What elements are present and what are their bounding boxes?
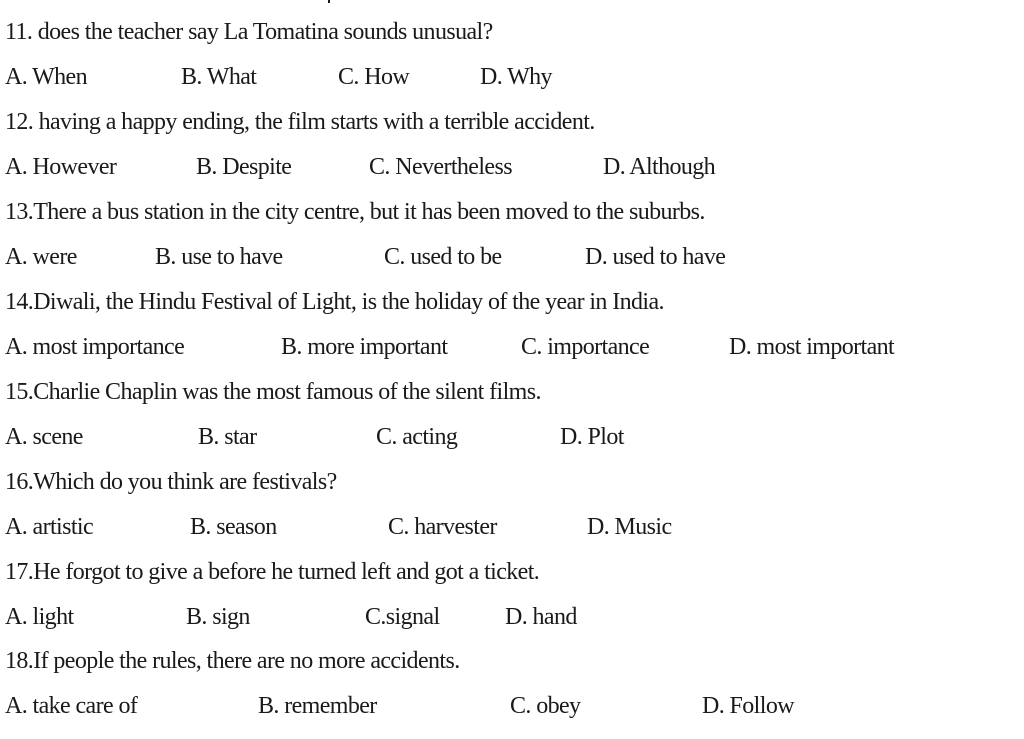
option-a[interactable]: A. However <box>5 154 117 180</box>
question-11 <box>5 14 493 50</box>
option-a[interactable]: A. were <box>5 244 77 270</box>
question-text-after: festivals? <box>252 469 337 495</box>
question-text-before: Charlie Chaplin was the most famous <box>33 379 379 405</box>
question-text-after: holiday of the year in India. <box>414 289 664 315</box>
option-c[interactable]: C. used to be <box>384 244 502 270</box>
question-text-after: before he turned left and got a ticket. <box>208 559 540 585</box>
option-b[interactable]: B. season <box>190 514 277 540</box>
option-d[interactable]: D. Although <box>603 154 716 180</box>
option-a[interactable]: A. light <box>5 604 74 630</box>
option-c[interactable]: C. Nevertheless <box>369 154 512 180</box>
question-16 <box>5 464 337 500</box>
question-number: 14. <box>5 289 34 315</box>
question-15 <box>5 374 541 410</box>
option-d[interactable]: D. Why <box>480 64 552 90</box>
option-d[interactable]: D. used to have <box>585 244 726 270</box>
option-b[interactable]: B. sign <box>186 604 250 630</box>
question-text-before: He forgot to give a <box>33 559 209 585</box>
question-text-before: If people <box>33 648 120 674</box>
question-number: 15. <box>5 379 34 405</box>
option-d[interactable]: D. hand <box>505 604 577 630</box>
option-a[interactable]: A. artistic <box>5 514 94 540</box>
question-text-after: having a happy ending, the film starts with a terrible accident. <box>33 109 595 135</box>
top-edge-mark <box>328 0 330 3</box>
option-b[interactable]: B. What <box>181 64 257 90</box>
option-a[interactable]: A. most importance <box>5 334 185 360</box>
option-a[interactable]: A. When <box>5 64 88 90</box>
option-b[interactable]: B. remember <box>258 693 377 719</box>
question-number: 16. <box>5 469 34 495</box>
option-c[interactable]: C.signal <box>365 604 440 630</box>
option-c[interactable]: C. acting <box>376 424 458 450</box>
option-d[interactable]: D. Music <box>587 514 672 540</box>
option-d[interactable]: D. most important <box>729 334 895 360</box>
option-c[interactable]: C. How <box>338 64 410 90</box>
option-b[interactable]: B. star <box>198 424 257 450</box>
question-text-before: Which do you think are <box>33 469 253 495</box>
question-text-after: a bus station in the city centre, but it has been moved to the suburbs. <box>91 199 705 225</box>
question-18 <box>5 643 460 679</box>
option-b[interactable]: B. more important <box>281 334 448 360</box>
option-c[interactable]: C. harvester <box>388 514 497 540</box>
option-d[interactable]: D. Plot <box>560 424 624 450</box>
question-14 <box>5 284 664 320</box>
option-a[interactable]: A. take care of <box>5 693 138 719</box>
option-c[interactable]: C. importance <box>521 334 650 360</box>
question-text-before: Diwali, the Hindu Festival of Light, is the <box>33 289 415 315</box>
option-c[interactable]: C. obey <box>510 693 581 719</box>
option-a[interactable]: A. scene <box>5 424 83 450</box>
question-number: 13. <box>5 199 34 225</box>
question-text-after: the rules, there are no more accidents. <box>119 648 460 674</box>
question-17 <box>5 554 539 590</box>
question-number: 11. <box>5 19 33 45</box>
question-12 <box>5 104 595 140</box>
option-d[interactable]: D. Follow <box>702 693 794 719</box>
question-text-after: does the teacher say La Tomatina sounds unusual? <box>32 19 493 45</box>
option-b[interactable]: B. Despite <box>196 154 292 180</box>
question-text-after: of the silent films. <box>378 379 541 405</box>
question-number: 12. <box>5 109 34 135</box>
question-number: 17. <box>5 559 34 585</box>
question-text-before: There <box>33 199 92 225</box>
question-number: 18. <box>5 648 34 674</box>
option-b[interactable]: B. use to have <box>155 244 283 270</box>
question-13 <box>5 194 705 230</box>
